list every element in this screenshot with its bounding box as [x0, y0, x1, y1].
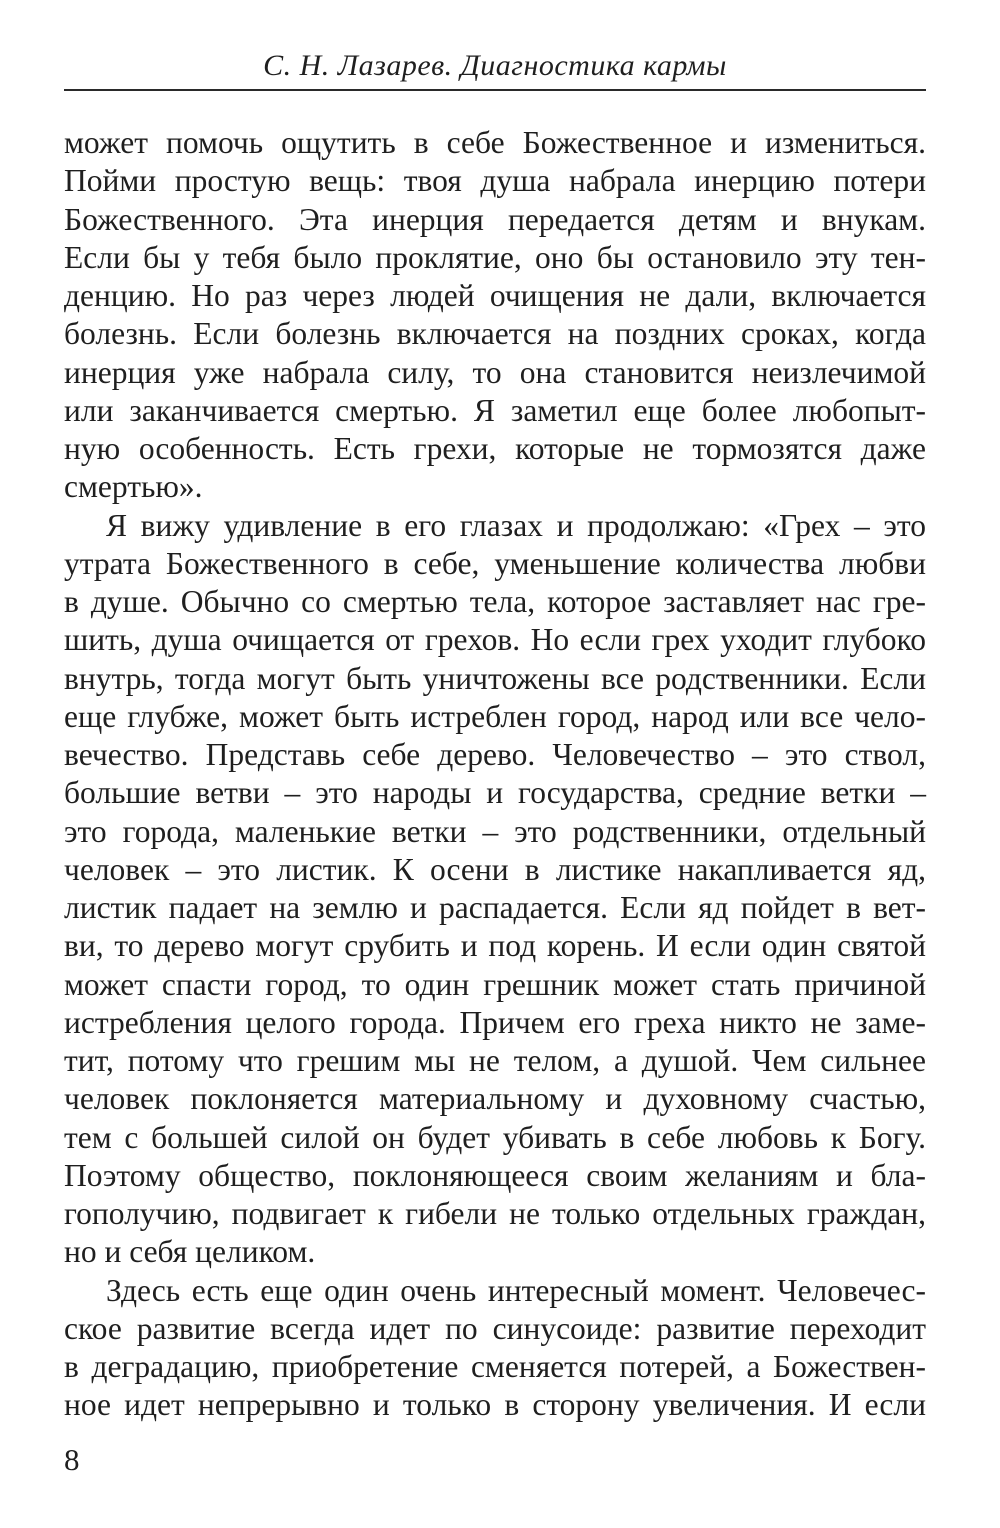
- text-line: в душе. Обычно со смертью тела, которое заставляет нас гре-: [64, 584, 926, 619]
- text-line: внутрь, тогда могут быть уничтожены все родственники. Если: [64, 660, 926, 696]
- page-number: 8: [64, 1442, 80, 1477]
- text-line: большие ветви – это народы и государства, средние ветки –: [64, 775, 926, 811]
- text-line: Поэтому общество, поклоняющееся своим желаниям и бла-: [64, 1157, 926, 1193]
- running-head-title: С. Н. Лазарев. Диагностика кармы: [263, 49, 727, 82]
- text-line: может помочь ощутить в себе Божественное и измениться.: [64, 125, 926, 160]
- text-line: листик падает на землю и распадается. Если яд пойдет в вет-: [64, 890, 926, 925]
- text-line: истребления целого города. Причем его греха никто не заме-: [64, 1004, 926, 1040]
- text-line: тем с большей силой он будет убивать в себе любовь к Богу.: [64, 1119, 926, 1155]
- book-page-text: [64, 124, 926, 1425]
- text-line: еще глубже, может быть истреблен город, народ или все чело-: [64, 698, 926, 734]
- text-line: вечество. Представь себе дерево. Человечество – это ствол,: [64, 737, 926, 772]
- paragraph-first-line: Здесь есть еще один очень интересный момент. Человечес-: [106, 1272, 926, 1308]
- text-line: гополучию, подвигает к гибели не только отдельных граждан,: [64, 1196, 926, 1231]
- text-line: это города, маленькие ветки – это родственники, отдельный: [64, 813, 926, 849]
- paragraph-first-line: Я вижу удивление в его глазах и продолжаю: «Грех – это: [106, 507, 926, 543]
- text-line: или заканчивается смертью. Я заметил еще более любопыт-: [64, 392, 926, 428]
- text-line: утрата Божественного в себе, уменьшение количества любви: [64, 545, 926, 581]
- text-line: ное идет непрерывно и только в сторону увеличения. И если: [64, 1387, 926, 1423]
- text-line: тит, потому что грешим мы не телом, а душой. Чем сильнее: [64, 1043, 926, 1078]
- text-line: денцию. Но раз через людей очищения не дали, включается: [64, 278, 926, 313]
- text-line: болезнь. Если болезнь включается на поздних сроках, когда: [64, 316, 926, 352]
- text-line: ви, то дерево могут срубить и под корень. И если один святой: [64, 928, 926, 964]
- text-line: может спасти город, то один грешник может стать причиной: [64, 966, 926, 1002]
- text-line: Пойми простую вещь: твоя душа набрала инерцию потери: [64, 163, 926, 199]
- text-line: ную особенность. Есть грехи, которые не тормозятся даже: [64, 431, 926, 466]
- text-line: человек поклоняется материальному и духовному счастью,: [64, 1081, 926, 1117]
- header-rule: [64, 89, 926, 91]
- text-line: Божественного. Эта инерция передается детям и внукам.: [64, 201, 926, 237]
- text-line: в деградацию, приобретение сменяется потерей, а Божествен-: [64, 1349, 926, 1384]
- text-line: но и себя целиком.: [64, 1234, 316, 1270]
- text-line: человек – это листик. К осени в листике накапливается яд,: [64, 851, 926, 887]
- text-line: шить, душа очищается от грехов. Но если грех уходит глубоко: [64, 622, 926, 658]
- text-line: Если бы у тебя было проклятие, оно бы остановило эту тен-: [64, 239, 926, 275]
- text-line: смертью».: [64, 469, 203, 505]
- text-line: ское развитие всегда идет по синусоиде: развитие переходит: [64, 1310, 926, 1346]
- text-line: инерция уже набрала силу, то она становится неизлечимой: [64, 354, 926, 390]
